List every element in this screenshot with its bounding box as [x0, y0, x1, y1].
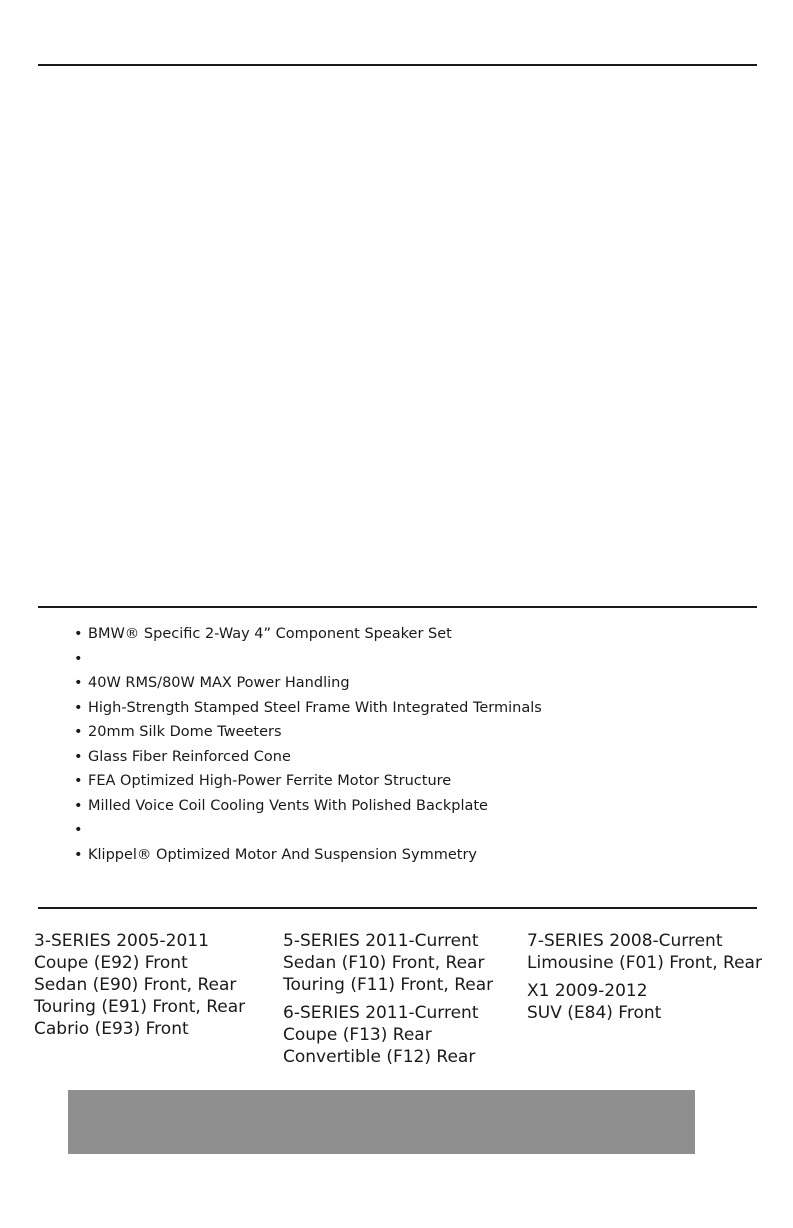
- bullet-icon: •: [74, 626, 83, 642]
- fitment-group: [283, 930, 493, 996]
- feature-item: [74, 819, 542, 844]
- feature-item: [74, 648, 542, 673]
- fitment-group: [527, 930, 762, 974]
- feature-item: [74, 697, 542, 722]
- series-heading: 6-SERIES 2011-Current: [283, 1003, 479, 1023]
- series-heading: 7-SERIES 2008-Current: [527, 931, 723, 951]
- fitment-group: [527, 980, 762, 1024]
- feature-text: BMW® Specific 2-Way 4” Component Speaker Set: [88, 626, 452, 642]
- series-heading: 3-SERIES 2005-2011: [34, 931, 209, 951]
- vehicle-model: Cabrio (E93) Front: [34, 1019, 189, 1039]
- feature-text: Glass Fiber Reinforced Cone: [88, 748, 291, 765]
- series-heading: X1 2009-2012: [527, 981, 648, 1001]
- divider-features: [38, 606, 757, 608]
- feature-text: High-Strength Stamped Steel Frame With Integrated Terminals: [88, 699, 542, 716]
- vehicle-model: Touring (E91) Front, Rear: [34, 997, 246, 1017]
- feature-item: [74, 770, 542, 795]
- bullet-icon: •: [74, 797, 83, 814]
- feature-item: [74, 623, 542, 648]
- feature-text: 40W RMS/80W MAX Power Handling: [88, 675, 350, 691]
- vehicle-model: SUV (E84) Front: [527, 1003, 662, 1023]
- fitment-column: [283, 930, 493, 1074]
- bullet-icon: •: [74, 822, 83, 838]
- divider-top: [38, 64, 757, 66]
- vehicle-model: Coupe (E92) Front: [34, 953, 188, 973]
- feature-item: [74, 746, 542, 771]
- vehicle-model: Coupe (F13) Rear: [283, 1025, 432, 1045]
- feature-item: [74, 844, 542, 869]
- feature-item: [74, 795, 542, 820]
- fitment-column: [34, 930, 245, 1046]
- divider-fitment: [38, 907, 757, 909]
- bullet-icon: •: [74, 724, 83, 740]
- fitment-group: [34, 930, 245, 1040]
- bullet-icon: •: [74, 748, 83, 765]
- feature-text: 20mm Silk Dome Tweeters: [88, 724, 282, 740]
- gray-banner: [68, 1090, 695, 1154]
- bullet-icon: •: [74, 675, 83, 691]
- fitment-group: [283, 1002, 493, 1068]
- feature-text: Milled Voice Coil Cooling Vents With Polished Backplate: [88, 797, 488, 814]
- vehicle-model: Sedan (F10) Front, Rear: [283, 953, 485, 973]
- vehicle-model: Limousine (F01) Front, Rear: [527, 953, 762, 973]
- fitment-column: [527, 930, 762, 1030]
- bullet-icon: •: [74, 773, 83, 789]
- vehicle-model: Sedan (E90) Front, Rear: [34, 975, 237, 995]
- feature-text: Klippel® Optimized Motor And Suspension Symmetry: [88, 846, 477, 863]
- bullet-icon: •: [74, 650, 83, 667]
- bullet-icon: •: [74, 699, 83, 716]
- feature-list: [74, 623, 542, 868]
- vehicle-model: Convertible (F12) Rear: [283, 1047, 476, 1067]
- bullet-icon: •: [74, 846, 83, 863]
- feature-text: FEA Optimized High-Power Ferrite Motor Structure: [88, 773, 452, 789]
- feature-item: [74, 721, 542, 746]
- feature-item: [74, 672, 542, 697]
- series-heading: 5-SERIES 2011-Current: [283, 931, 479, 951]
- vehicle-model: Touring (F11) Front, Rear: [283, 975, 494, 995]
